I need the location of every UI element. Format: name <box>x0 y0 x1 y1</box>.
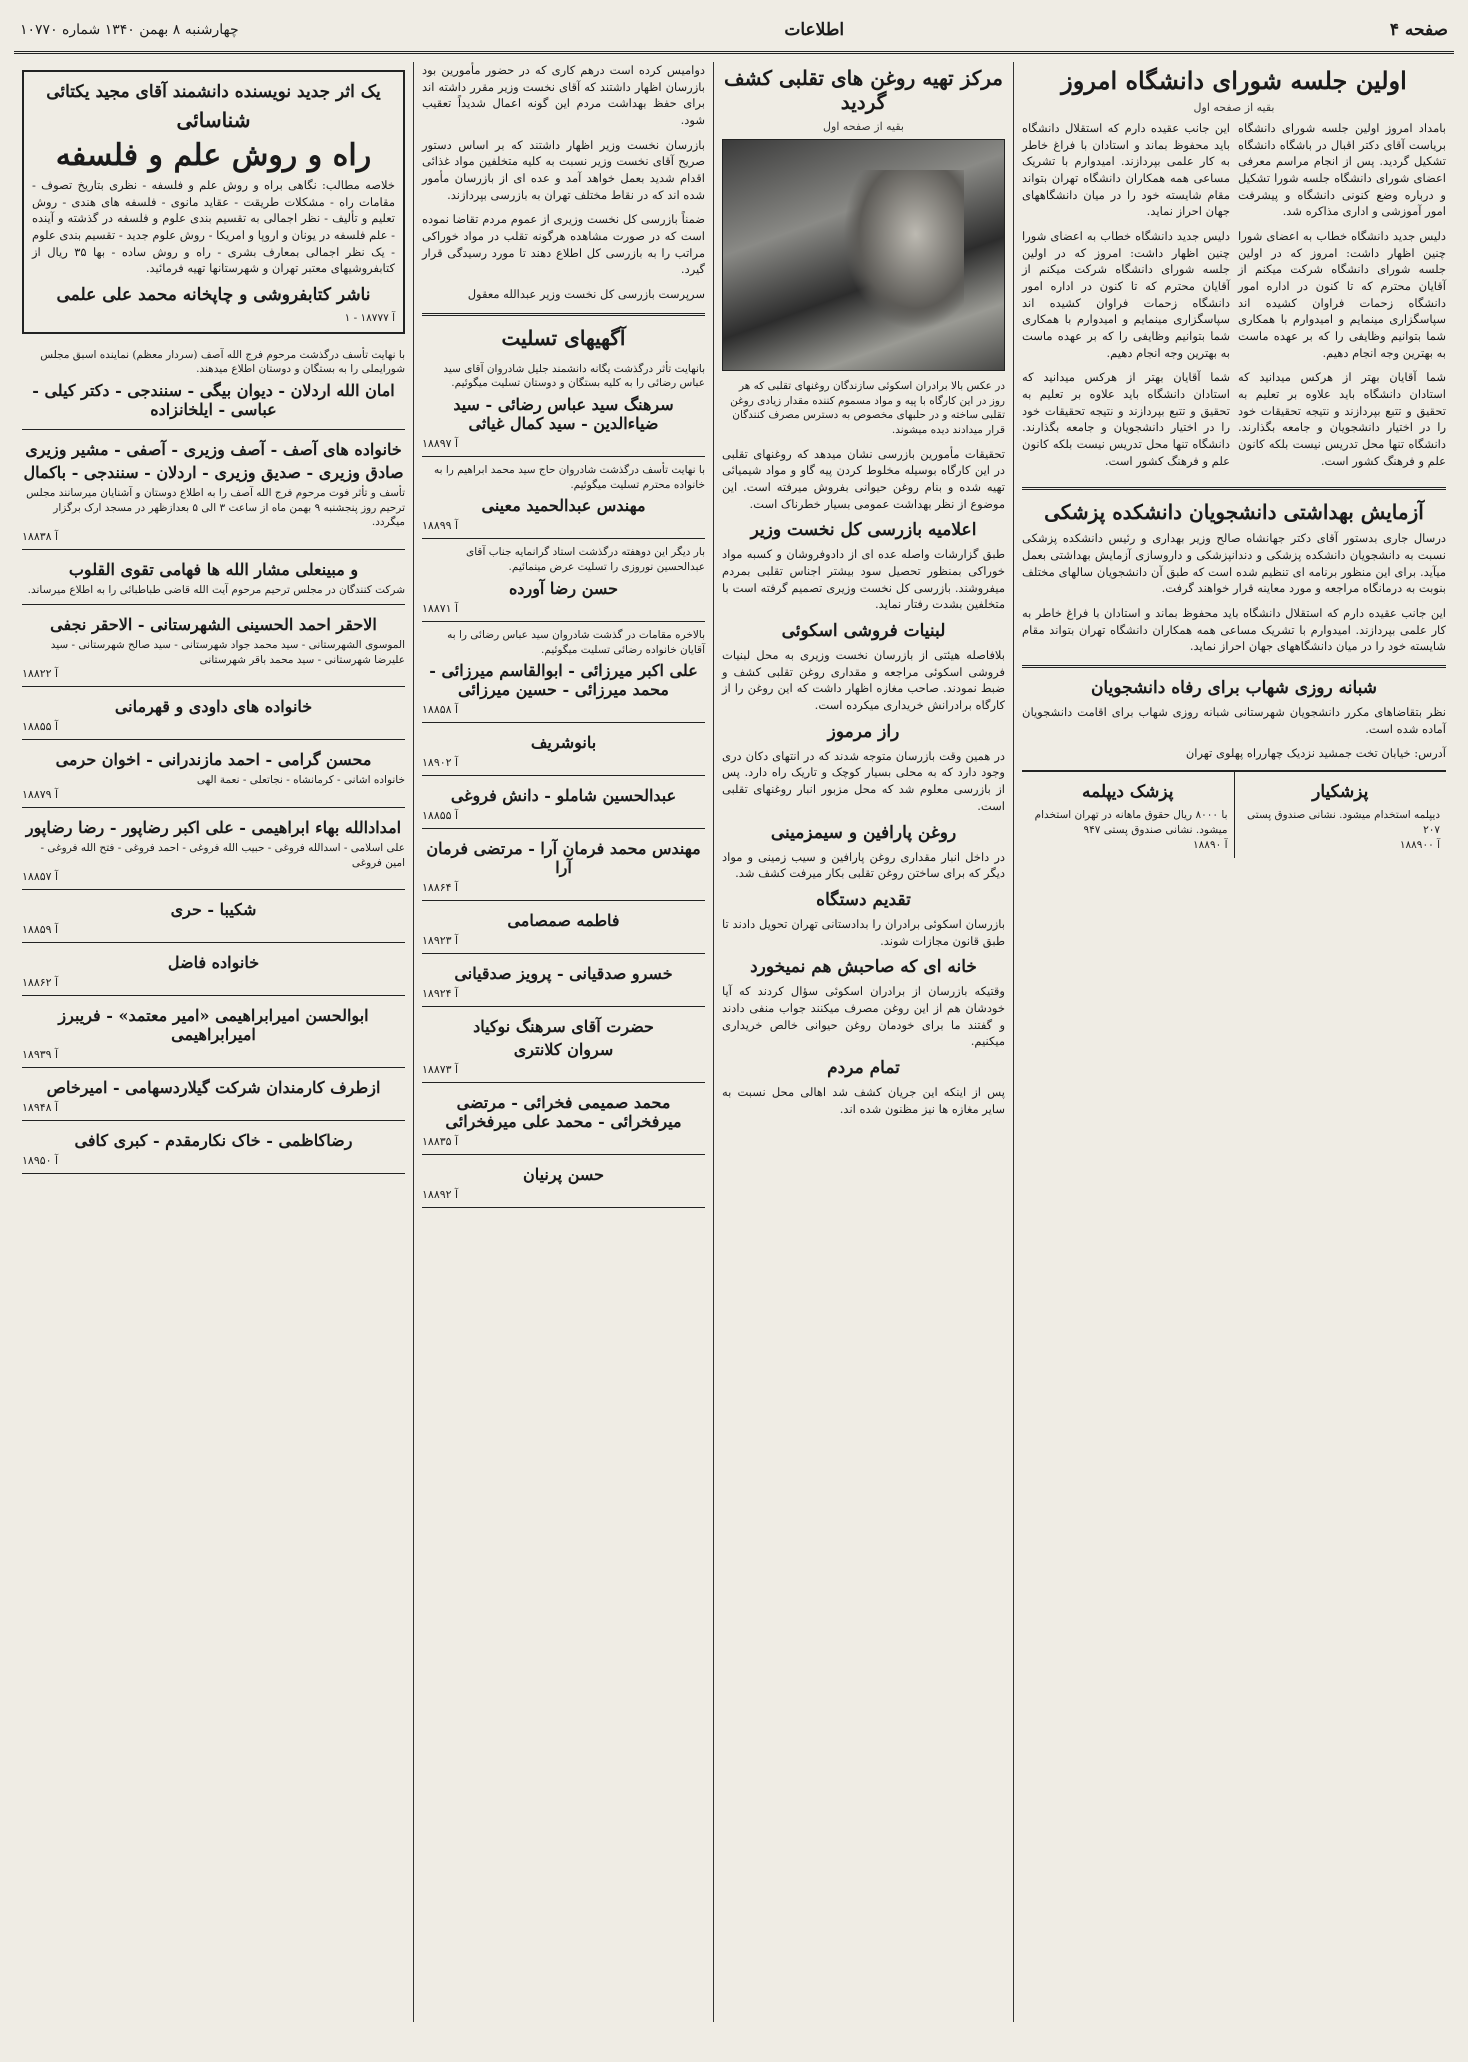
ad-number: آ ۱۸۸۹۰۰ <box>1399 838 1440 851</box>
notice-number: آ ۱۸۹۲۴ <box>422 987 459 1001</box>
condolence-notice <box>422 1083 705 1155</box>
notice-number: آ ۱۸۸۲۲ <box>22 667 59 681</box>
article-paragraph: این جانب عقیده دارم که استقلال دانشگاه باید محفوظ بماند و استادان با فراغ خاطر به کار علمی بپردازند. امیدوارم با تشریک مساعی همه همکاران دانشگاه تهران بتواند مقام شایسته خود را در میان دانشگاههای جهان احراز نماید. <box>1022 121 1230 219</box>
condolence-notice <box>422 776 705 829</box>
condolence-notice <box>422 539 705 621</box>
notice-number: آ ۱۸۹۰۲ <box>422 756 459 770</box>
classified-ads <box>1022 770 1446 858</box>
book-description: خلاصه مطالب: نگاهی براه و روش علم و فلسفه - نظری بتاریخ تصوف - مقامات راه - مشکلات طریقت - عقاید مانوی - فلسفه های هندی - روش تعلیم و تألیف - نظر اجمالی به تقسیم بندی علوم و فلسفه در گذشته و آینده - علم فلسفه در یونان و اروپا و امریکا - روش علوم جدید - تقسیم بندی علوم - یک نظر اجمالی بمعارف بشری - راه و روش ساده - بها ۳۵ ریال از کتابفروشیهای معتبر تهران و شهرستانها تهیه فرمائید. <box>32 178 395 276</box>
notice-names: محسن گرامی - احمد مازندرانی - اخوان حرمی <box>55 750 372 770</box>
article-paragraph: بامداد امروز اولین جلسه شورای دانشگاه بریاست آقای دکتر اقبال در باشگاه دانشگاه تشکیل گردید. پس از انجام مراسم معرفی اعضای شورای دانشگاه جلسه شورا تشکیل و درباره وضع کنونی دانشگاه و پیشرفت امور آموزشی و اداری مذاکره شد. <box>1238 121 1446 219</box>
notice-number: آ ۱۸۸۵۵ <box>22 720 59 734</box>
obituary-notice <box>22 550 405 605</box>
subheading: روغن پارافین و سیمزمینی <box>770 822 957 843</box>
notice-names: مهندس محمد فرمان آرا - مرتضی فرمان آرا <box>426 839 701 878</box>
notice-text: خانواده اشانی - کرمانشاه - نجاتعلی - نعمة الهی <box>196 774 405 787</box>
book-ad-small: شناسائی <box>176 108 251 132</box>
subheading: تمام مردم <box>827 1057 900 1078</box>
notice-text: بالاخره مقامات در گذشت شادروان سید عباس رضائی را به آقایان خانواده رضائی تسلیت میگوئیم. <box>447 628 705 656</box>
notice-number: آ ۱۸۸۶۲ <box>22 976 59 990</box>
condolence-section-title: آگهیهای تسلیت <box>501 325 626 350</box>
notice-number: آ ۱۸۹۴۸ <box>22 1101 59 1115</box>
obituary-notice <box>22 890 405 943</box>
divider <box>1022 487 1446 490</box>
divider <box>422 313 705 316</box>
photo-caption: در عکس بالا برادران اسکوئی سازندگان روغنهای تقلبی که هر روز در این کارگاه با پیه و مواد مسموم کننده مقدار زیادی روغن تقلبی ساخته و در حلبهای مخصوص به دسترس مصرف کنندگان قرار میدادند دیده میشوند. <box>730 380 1005 437</box>
medical-paragraph: این جانب عقیده دارم که استقلال دانشگاه باید محفوظ بماند و استادان با فراغ خاطر به کار علمی بپردازند. امیدوارم با تشریک مساعی همه همکاران دانشگاه تهران بتواند مقام شایسته خود را در میان دانشگاههای جهان احراز نماید. <box>1022 606 1446 654</box>
column-fake-butter <box>714 62 1014 2022</box>
obituary-notice <box>22 808 405 890</box>
masthead <box>14 14 1454 54</box>
butter-headline: مرکز تهیه روغن های تقلبی کشف گردید <box>723 66 1004 114</box>
notice-number: آ ۱۸۸۵۵ <box>422 809 459 823</box>
notice-number: آ ۱۸۸۳۵ <box>422 1135 459 1149</box>
notice-number: آ ۱۸۸۷۹ <box>22 787 59 801</box>
obituary-notice <box>22 605 405 687</box>
article-paragraph: بلافاصله هیئتی از بازرسان نخست وزیری به محل لبنیات فروشی اسکوئی مراجعه و مقداری روغن تقلبی کشف و ضبط نمودند. صاحب مغازه اظهار داشت که این روغن را از کارگاه برادرانش خریداری میکرده است. <box>722 648 1005 713</box>
notice-names: امان الله اردلان - دیوان بیگی - سنندجی - دکتر کیلی - عباسی - ایلخانزاده <box>32 381 395 420</box>
notice-names: حسن رضا آورده <box>508 578 619 598</box>
book-advertisement <box>22 70 405 334</box>
article-paragraph: وقتیکه بازرسان از برادران اسکوئی سؤال کردند که آیا خودشان هم از این روغن مصرف میکنند جواب منفی دادند و گفتند ما برای خودمان روغن حیوانی خالص خریداری میکنیم. <box>722 984 1005 1049</box>
notice-text: با نهایت تأسف درگذشت مرحوم فرج الله آصف (سردار معظم) نماینده اسبق مجلس شورایملی را به بستگان و دوستان اطلاع میدهند. <box>40 348 405 376</box>
notice-text: الموسوی الشهرستانی - سید محمد جواد شهرستانی - سید صالح شهرستانی - سید علیرضا شهرستانی - سید محمد باقر شهرستانی <box>50 638 405 666</box>
obituary-notice <box>22 1068 405 1121</box>
dorm-paragraph: نظر بتقاضاهای مکرر دانشجویان شهرستانی شبانه روزی شهاب برای اقامت دانشجویان آماده شده است. <box>1022 705 1446 736</box>
article-paragraph: پس از اینکه این جریان کشف شد اهالی محل نسبت به سایر مغازه ها نیز مظنون شده اند. <box>722 1084 1005 1116</box>
notice-names: ابوالحسن امیرابراهیمی «امیر معتمد» - فریبرز امیرابراهیمی <box>58 1006 369 1045</box>
condolence-notice <box>422 1007 705 1083</box>
continued-label: بقیه از صفحه اول <box>823 120 904 133</box>
notice-number: آ ۱۸۹۵۰ <box>22 1154 59 1168</box>
subheading: اعلامیه بازرسی کل نخست وزیر <box>750 520 977 541</box>
notice-text: تأسف و تأثر فوت مرحوم فرج الله آصف را به اطلاع دوستان و آشنایان میرسانند مجلس ترحیم روز پنجشنبه ۹ بهمن ماه از ساعت ۳ الی ۵ بعدازظهر در مسجد ارک برگزار میگردد. <box>26 487 405 529</box>
obituary-notice <box>22 342 405 430</box>
notice-names: علی اکبر میرزائی - ابوالقاسم میرزائی - محمد میرزائی - حسین میرزائی <box>429 661 698 700</box>
book-ad-label: یک اثر جدید نویسنده دانشمند آقای مجید یکتائی <box>46 82 381 102</box>
article-paragraph: در همین وقت بازرسان متوجه شدند که در انتهای دکان دری وجود دارد که به محلی بسیار کوچک و تاریک راه دارد. پس از بازرسی معلوم شد که محل مزبور انبار روغنهای تقلبی است. <box>722 748 1005 813</box>
ad-title: پزشکیار <box>1312 782 1369 803</box>
news-photo <box>722 139 1005 371</box>
article-paragraph: دوامیس کرده است درهم کاری که در حضور مأمورین بود بازرسان اظهار داشتند که آقای نخست وزیر مقرر داشته اند برای حفظ بهداشت مردم این گونه اعمال شدیداً تعقیب شود. <box>422 63 705 128</box>
notice-number: آ ۱۸۸۷۳ <box>422 1063 459 1077</box>
notice-names: الاحقر احمد الحسینی الشهرستانی - الاحقر نجفی <box>50 614 377 634</box>
paper-name: اطلاعات <box>784 19 845 40</box>
article-paragraph: بازرسان اسکوئی برادران را بدادستانی تهران تحویل دادند تا طبق قانون مجازات شوند. <box>722 916 1005 948</box>
book-publisher: ناشر کتابفروشی و چاپخانه محمد علی علمی <box>56 285 371 306</box>
signature: سرپرست بازرسی کل نخست وزیر عبدالله معقول <box>467 287 705 302</box>
condolence-notice <box>422 457 705 539</box>
ad-title: پزشک دیپلمه <box>1082 782 1174 803</box>
notice-number: آ ۱۸۸۵۷ <box>22 870 59 884</box>
notice-names: خانواده های آصف - آصف وزیری - آصفی - مشیر وزیری <box>25 440 402 460</box>
notice-text: علی اسلامی - اسدالله فروغی - حبیب الله فروغی - احمد فروغی - فتح الله فروغی - امین فروغی <box>40 841 405 869</box>
page-number: صفحه ۴ <box>1389 19 1448 40</box>
obituary-notice <box>22 1121 405 1174</box>
dorm-headline: شبانه روزی شهاب برای رفاه دانشجویان <box>1090 678 1378 699</box>
medical-headline: آزمایش بهداشتی دانشجویان دانشکده پزشکی <box>1044 500 1424 525</box>
notice-number: آ ۱۸۸۵۸ <box>422 703 459 717</box>
subheading: خانه ای که صاحبش هم نمیخورد <box>750 957 977 978</box>
condolence-notice <box>422 723 705 776</box>
condolence-notice <box>422 622 705 723</box>
obituary-notice <box>22 687 405 740</box>
notice-names: خسرو صدقیانی - پرویز صدقیانی <box>454 964 673 984</box>
columns <box>14 62 1454 2022</box>
notice-names: خانواده های داودی و قهرمانی <box>114 697 313 717</box>
notice-names: شکیبا - حری <box>170 900 257 920</box>
ad-body: دیپلمه استخدام میشود. نشانی صندوق پستی ۲۰۷ <box>1246 809 1440 836</box>
ad-number: آ ۱۸۸۹۰ <box>1193 838 1228 851</box>
notice-names: خانواده فاضل <box>167 953 260 973</box>
notice-names: حضرت آقای سرهنگ نوکیاد <box>473 1017 654 1037</box>
medical-paragraph: درسال جاری بدستور آقای دکتر جهانشاه صالح وزیر بهداری و رئیس دانشکده پزشکی نسبت به دانشجویان دانشکده پزشکی و دندانپزشکی و داروسازی آزمایش بهداشتی بعمل میآید. برای این منظور برنامه ای تنظیم شده است که طبق آن دانشجویان سالهای مختلف بنوبت به درمانگاه مراجعه و مورد معاینه قرار خواهند گرفت. <box>1022 531 1446 596</box>
book-title: راه و روش علم و فلسفه <box>55 138 372 173</box>
notice-names: سروان کلانتری <box>513 1040 614 1060</box>
article-paragraph: دلیس جدید دانشگاه خطاب به اعضای شورا چنین اظهار داشت: امروز که در اولین جلسه شورای دانشگاه شرکت میکنم از آقایان محترم که تا کنون در اداره امور دانشگاه زحمات فراوان کشیده اند سپاسگزاری مینمایم و امیدوارم با همکاری شما بتوانیم وظایفی را که بر عهده ماست به بهترین وجه انجام دهیم. <box>1022 229 1230 360</box>
notice-text: شرکت کنندگان در مجلس ترحیم مرحوم آیت الله قاضی طباطبائی را به اطلاع میرساند. <box>27 584 405 597</box>
notice-names: حسن پرنیان <box>522 1165 605 1185</box>
article-paragraph: دلیس جدید دانشگاه خطاب به اعضای شورا چنین اظهار داشت: امروز که در اولین جلسه شورای دانشگاه شرکت میکنم از آقایان محترم که تا کنون در اداره امور دانشگاه زحمات فراوان کشیده اند سپاسگزاری مینمایم و امیدوارم با همکاری شما بتوانیم وظایفی را که بر عهده ماست به بهترین وجه انجام دهیم. <box>1238 229 1446 360</box>
university-headline: اولین جلسه شورای دانشگاه امروز <box>1061 66 1407 95</box>
condolence-notice <box>422 954 705 1007</box>
column-university <box>1014 62 1454 2022</box>
article-paragraph: ضمناً بازرسی کل نخست وزیری از عموم مردم تقاضا نموده است که در صورت مشاهده هرگونه تقلب در مواد خوراکی مراتب را به بازرسی کل اطلاع دهند تا مورد رسیدگی قرار گیرد. <box>422 212 705 277</box>
dorm-address: آدرس: خیابان تخت جمشید نزدیک چهارراه پهلوی تهران <box>1185 746 1446 761</box>
condolence-notice <box>422 1155 705 1208</box>
obituary-notice <box>22 996 405 1068</box>
notice-names: سرهنگ سید عباس رضائی - سید ضیاءالدین - سید کمال غیاثی <box>453 395 674 434</box>
notice-names: و مبینعلی مشار الله ها فهامی تقوی القلوب <box>68 560 359 580</box>
notice-names: صادق وزیری - صدیق وزیری - اردلان - سنندجی - باکمال <box>23 463 404 483</box>
notice-text: بار دیگر این دوهفته درگذشت استاد گرانمایه جناب آقای عبدالحسین نوروزی را تسلیت عرض مینمائیم. <box>466 546 705 574</box>
article-paragraph: طبق گزارشات واصله عده ای از دادوفروشان و کسبه مواد خوراکی بمنظور تحصیل سود بیشتر اجناس تقلبی بمردم میفروشند. بازرسی کل نخست وزیری تصمیم گرفته است با متخلفین بشدت رفتار نماید. <box>722 547 1005 612</box>
divider <box>1022 665 1446 668</box>
obituary-notice <box>22 430 405 550</box>
newspaper-page <box>14 14 1454 2034</box>
obituary-notice <box>22 943 405 996</box>
article-paragraph: بازرسان نخست وزیر اظهار داشتند که بر اساس دستور صریح آقای نخست وزیر نسبت به کلیه متخلفین مواد غذائی اقدام شدید بعمل خواهد آمد و عده ای از بازرسان مأمور شده اند که در نقاط مختلف تهران به بازرسی بپردازند. <box>422 137 705 202</box>
notice-text: با نهایت تأسف درگذشت شادروان حاج سید محمد ابراهیم را به خانواده محترم تسلیت میگوئیم. <box>433 464 705 491</box>
ad-nurse <box>1235 772 1447 858</box>
notice-number: آ ۱۸۸۶۴ <box>422 881 459 895</box>
ad-body: با ۸۰۰۰ ریال حقوق ماهانه در تهران استخدام میشود. نشانی صندوق پستی ۹۴۷ <box>1034 809 1228 836</box>
subheading: راز مرموز <box>827 721 900 742</box>
notice-text: بانهایت تأثر درگذشت یگانه دانشمند جلیل شادروان آقای سید عباس رضائی را به کلیه بستگان و دوستان تسلیت میگوئیم. <box>443 362 705 390</box>
ad-doctor <box>1022 772 1235 858</box>
notice-number: آ ۱۸۸۹۹ <box>422 519 459 533</box>
subheading: تقدیم دستگاه <box>816 889 911 910</box>
notice-names: عبدالحسین شاملو - دانش فروغی <box>450 786 677 806</box>
notice-names: مهندس عبدالحمید معینی <box>481 496 646 516</box>
notice-names: امدادالله بهاء ابراهیمی - علی اکبر رضاپور - رضا رضاپور <box>25 817 402 837</box>
condolence-notice <box>422 356 705 457</box>
notice-number: آ ۱۸۸۹۷ <box>422 437 459 451</box>
notice-number: آ ۱۸۸۷۱ <box>422 601 459 615</box>
article-paragraph: تحقیقات مأمورین بازرسی نشان میدهد که روغنهای تقلبی در این کارگاه بوسیله مخلوط کردن پیه گاو و مواد شیمیائی تهیه شده و بنام روغن حیوانی بفروش میرفته است. این موضوع از نظر بهداشت عمومی بسیار خطرناک است. <box>722 446 1005 511</box>
article-paragraph: شما آقایان بهتر از هرکس میدانید که استادان دانشگاه باید علاوه بر تعلیم به تحقیق و تتبع بپردازند و نتیجه تحقیقات خود را در اختیار دانشجویان و جامعه بگذارند. دانشگاه تنها محل تدریس نیست بلکه کانون علم و فرهنگ کشور است. <box>1238 370 1446 468</box>
notice-names: فاطمه صمصامی <box>507 911 620 931</box>
notice-names: ازطرف کارمندان شرکت گیلاردسهامی - امیرخاص <box>46 1078 381 1098</box>
condolence-notice <box>422 901 705 954</box>
notice-number: آ ۱۸۸۹۲ <box>422 1188 459 1202</box>
notice-names: رضاکاظمی - خاک نکارمقدم - کبری کافی <box>74 1131 353 1151</box>
continued-label: بقیه از صفحه اول <box>1193 101 1275 114</box>
subheading: لبنیات فروشی اسکوئی <box>781 621 946 642</box>
column-book-ad-notices <box>14 62 414 2022</box>
column-condolences <box>414 62 714 2022</box>
article-paragraph: در داخل انبار مقداری روغن پارافین و سیب زمینی و مواد دیگر که برای ساختن روغن تقلبی بکار میرفت کشف شد. <box>722 849 1005 881</box>
notice-number: آ ۱۸۸۵۹ <box>22 923 59 937</box>
condolence-notice <box>422 829 705 901</box>
notice-number: آ ۱۸۸۳۸ <box>22 530 59 544</box>
notice-names: بانوشریف <box>530 733 597 753</box>
book-ad-number: آ ۱۸۷۷۷ - ۱ <box>344 312 395 325</box>
notice-names: محمد صمیمی فخرائی - مرتضی میرفخرائی - محمد علی میرفخرائی <box>445 1093 682 1132</box>
university-body <box>1022 120 1446 477</box>
notice-number: آ ۱۸۹۳۹ <box>22 1048 59 1062</box>
obituary-notice <box>22 740 405 808</box>
article-paragraph: شما آقایان بهتر از هرکس میدانید که استادان دانشگاه باید علاوه بر تعلیم به تحقیق و تتبع بپردازند و نتیجه تحقیقات خود را در اختیار دانشجویان و جامعه بگذارند. دانشگاه تنها محل تدریس نیست بلکه کانون علم و فرهنگ کشور است. <box>1022 370 1230 468</box>
notice-number: آ ۱۸۹۲۳ <box>422 934 459 948</box>
issue-date: چهارشنبه ۸ بهمن ۱۳۴۰ شماره ۱۰۷۷۰ <box>20 21 239 38</box>
